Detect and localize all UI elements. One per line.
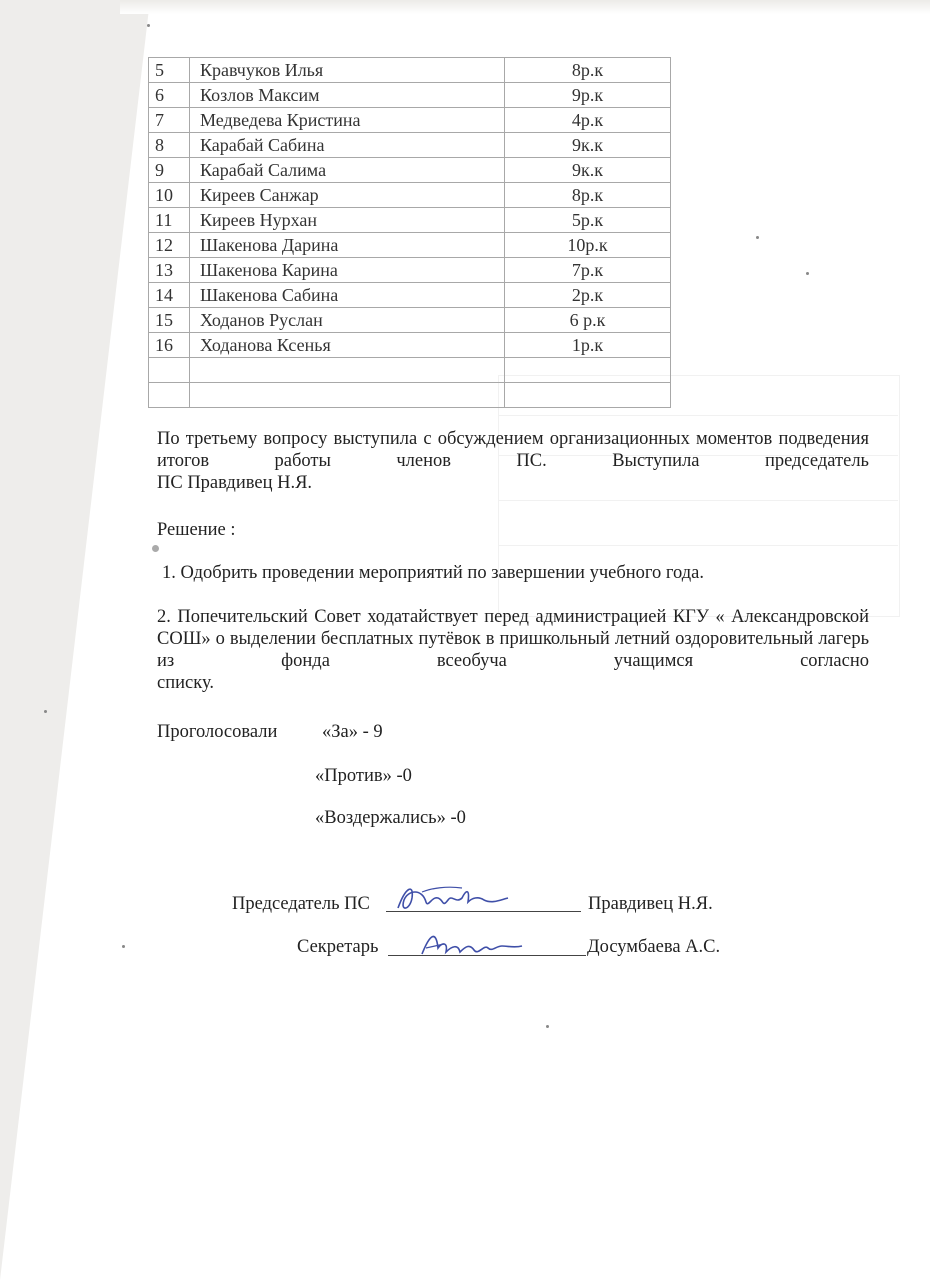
decision-heading: Решение : xyxy=(157,520,236,540)
student-grade: 5р.к xyxy=(505,208,671,233)
scan-speck xyxy=(122,945,125,948)
row-number: 13 xyxy=(149,258,190,283)
table-row xyxy=(149,108,671,133)
student-grade: 4р.к xyxy=(505,108,671,133)
vote-abstained: «Воздержались» -0 xyxy=(315,808,466,828)
scan-speck xyxy=(546,1025,549,1028)
decision-item-1: 1. Одобрить проведении мероприятий по завершении учебного года. xyxy=(162,563,705,583)
students-table xyxy=(148,57,671,408)
table-row xyxy=(149,158,671,183)
student-grade: 2р.к xyxy=(505,283,671,308)
scan-speck xyxy=(756,236,759,239)
student-name: Шакенова Сабина xyxy=(190,283,505,308)
row-number: 15 xyxy=(149,308,190,333)
table-row xyxy=(149,258,671,283)
table-row xyxy=(149,133,671,158)
table-row xyxy=(149,358,671,383)
student-name xyxy=(190,358,505,383)
student-name: Козлов Максим xyxy=(190,83,505,108)
table-row xyxy=(149,233,671,258)
student-name: Карабай Сабина xyxy=(190,133,505,158)
third-question-line-2: моментов подведения итогов работы членов ПС. Выступила председатель xyxy=(157,429,870,471)
table-row xyxy=(149,83,671,108)
student-name: Ходанова Ксенья xyxy=(190,333,505,358)
vote-label: Проголосовали xyxy=(157,722,278,742)
chair-signature xyxy=(392,878,512,918)
table-row xyxy=(149,208,671,233)
student-grade: 9к.к xyxy=(505,158,671,183)
decision-item-2-line-2: Александровской СОШ» о выделении бесплатных путёвок в пришкольный xyxy=(157,607,869,649)
student-name: Шакенова Карина xyxy=(190,258,505,283)
third-question-line-3: ПС Правдивец Н.Я. xyxy=(157,473,313,493)
student-grade: 9к.к xyxy=(505,133,671,158)
scan-speck xyxy=(147,24,150,27)
student-grade: 7р.к xyxy=(505,258,671,283)
student-grade: 9р.к xyxy=(505,83,671,108)
table-row xyxy=(149,383,671,408)
vote-for: «За» - 9 xyxy=(322,722,383,742)
student-name: Ходанов Руслан xyxy=(190,308,505,333)
student-grade xyxy=(505,383,671,408)
row-number: 6 xyxy=(149,83,190,108)
table-row xyxy=(149,283,671,308)
student-name: Киреев Нурхан xyxy=(190,208,505,233)
decision-item-2-line-1: 2. Попечительский Совет ходатайствует перед администрацией КГУ « xyxy=(157,607,725,627)
decision-item-2-line-3: летний оздоровительный лагерь из фонда всеобуча учащимся согласно xyxy=(157,629,870,671)
student-grade: 1р.к xyxy=(505,333,671,358)
vote-against: «Против» -0 xyxy=(315,766,412,786)
row-number: 16 xyxy=(149,333,190,358)
student-name: Шакенова Дарина xyxy=(190,233,505,258)
third-question-line-1: По третьему вопросу выступила с обсуждением организационных xyxy=(157,429,690,449)
scan-speck xyxy=(44,710,47,713)
secretary-signature xyxy=(418,922,528,962)
row-number: 7 xyxy=(149,108,190,133)
table-row xyxy=(149,183,671,208)
student-name xyxy=(190,383,505,408)
third-question-paragraph xyxy=(157,428,869,494)
secretary-name: Досумбаева А.С. xyxy=(587,937,721,957)
student-grade: 8р.к xyxy=(505,183,671,208)
row-number: 5 xyxy=(149,58,190,83)
scan-speck xyxy=(806,272,809,275)
decision-item-2 xyxy=(157,606,869,694)
student-grade: 6 р.к xyxy=(505,308,671,333)
table-row xyxy=(149,308,671,333)
student-grade: 8р.к xyxy=(505,58,671,83)
row-number xyxy=(149,383,190,408)
row-number: 8 xyxy=(149,133,190,158)
table-row xyxy=(149,333,671,358)
row-number xyxy=(149,358,190,383)
student-name: Кравчуков Илья xyxy=(190,58,505,83)
chair-name: Правдивец Н.Я. xyxy=(588,894,713,914)
row-number: 11 xyxy=(149,208,190,233)
secretary-title: Секретарь xyxy=(297,937,379,957)
table-row xyxy=(149,58,671,83)
student-grade xyxy=(505,358,671,383)
chair-title: Председатель ПС xyxy=(232,894,370,914)
student-name: Медведева Кристина xyxy=(190,108,505,133)
student-grade: 10р.к xyxy=(505,233,671,258)
decision-item-2-line-4: списку. xyxy=(157,673,214,693)
row-number: 14 xyxy=(149,283,190,308)
student-name: Киреев Санжар xyxy=(190,183,505,208)
row-number: 10 xyxy=(149,183,190,208)
student-name: Карабай Салима xyxy=(190,158,505,183)
row-number: 12 xyxy=(149,233,190,258)
row-number: 9 xyxy=(149,158,190,183)
scan-speck xyxy=(152,545,159,552)
